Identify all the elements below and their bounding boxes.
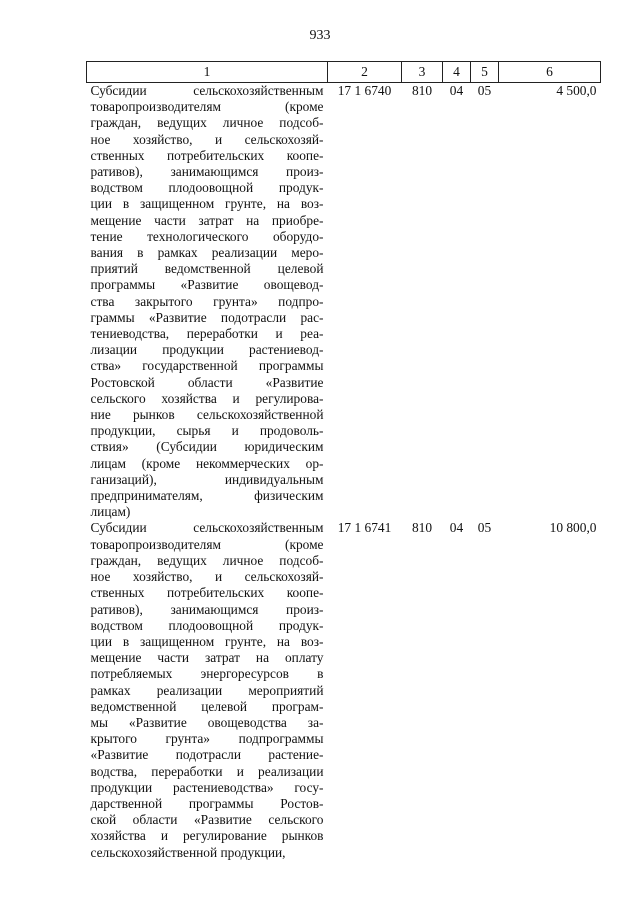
description-line: граммы «Развитие подотрасли рас- bbox=[90, 309, 324, 325]
row-pr: 05 bbox=[477, 83, 492, 98]
page-number: 933 bbox=[309, 28, 331, 43]
row-pr: 05 bbox=[477, 520, 492, 536]
header-col-2: 2 bbox=[328, 62, 402, 83]
description-line: сельского хозяйства и регулирова- bbox=[90, 390, 324, 406]
description-line: ства» государственной программы bbox=[90, 358, 324, 374]
row-rz: 04 bbox=[449, 520, 464, 536]
header-col-4: 4 bbox=[443, 62, 471, 83]
description-line: лизации продукции растениевод- bbox=[90, 342, 324, 358]
row-vr: 810 bbox=[411, 520, 433, 536]
description-line: ганизаций), индивидуальным bbox=[90, 471, 324, 487]
description-line: Субсидии сельскохозяйственным bbox=[90, 520, 324, 536]
description-line: ции в защищенном грунте, на воз- bbox=[90, 196, 324, 212]
description-line: продукции растениеводства» госу- bbox=[90, 779, 324, 795]
header-col-5: 5 bbox=[471, 62, 499, 83]
description-line: сельскохозяйственной продукции, bbox=[90, 844, 286, 860]
table-row bbox=[87, 83, 601, 521]
description-line: ственных потребительских коопе- bbox=[90, 585, 324, 601]
description-line: тение технологического оборудо- bbox=[90, 228, 324, 244]
description-line: ративов), занимающимся произ- bbox=[90, 601, 324, 617]
row-amount: 4 500,0 bbox=[556, 83, 597, 98]
description-line: мещение части затрат на оплату bbox=[90, 650, 324, 666]
description-line: крытого грунта» подпрограммы bbox=[90, 731, 324, 747]
row-amount: 10 800,0 bbox=[549, 520, 597, 536]
row-code: 17 1 6740 bbox=[337, 83, 392, 98]
description-line: предпринимателям, физическим bbox=[90, 488, 324, 504]
description-line: ние рынков сельскохозяйственной bbox=[90, 407, 324, 423]
description-line: лицам) bbox=[90, 504, 131, 520]
description-line: ствия» (Субсидии юридическим bbox=[90, 439, 324, 455]
row-vr: 810 bbox=[411, 83, 433, 98]
description-line: приятий ведомственной целевой bbox=[90, 261, 324, 277]
description-line: дарственной программы Ростов- bbox=[90, 795, 324, 811]
description-line: водства, переработки и реализации bbox=[90, 763, 324, 779]
header-col-3: 3 bbox=[402, 62, 443, 83]
description-line: граждан, ведущих личное подсоб- bbox=[90, 115, 324, 131]
description-line: ративов), занимающимся произ- bbox=[90, 164, 324, 180]
header-row bbox=[87, 62, 601, 83]
row-description bbox=[87, 83, 328, 521]
description-line: ное хозяйство, и сельскохозяй- bbox=[90, 569, 324, 585]
header-col-1: 1 bbox=[87, 62, 328, 83]
description-line: ное хозяйство, и сельскохозяй- bbox=[90, 131, 324, 147]
description-line: товаропроизводителям (кроме bbox=[90, 536, 324, 552]
description-line: водством плодоовощной продук- bbox=[90, 180, 324, 196]
description-line: ственных потребительских коопе- bbox=[90, 147, 324, 163]
description-line: продукции, сырья и продоволь- bbox=[90, 423, 324, 439]
row-rz: 04 bbox=[449, 83, 464, 98]
description-line: ства закрытого грунта» подпро- bbox=[90, 293, 324, 309]
description-line: товаропроизводителям (кроме bbox=[90, 99, 324, 115]
description-line: граждан, ведущих личное подсоб- bbox=[90, 552, 324, 568]
description-line: «Развитие подотрасли растение- bbox=[90, 747, 324, 763]
description-line: ции в защищенном грунте, на воз- bbox=[90, 633, 324, 649]
description-line: тениеводства, переработки и реа- bbox=[90, 326, 324, 342]
description-line: рамках реализации мероприятий bbox=[90, 682, 324, 698]
description-line: водством плодоовощной продук- bbox=[90, 617, 324, 633]
description-line: мещение части затрат на приобре- bbox=[90, 212, 324, 228]
header-col-6: 6 bbox=[499, 62, 601, 83]
description-line: ведомственной целевой програм- bbox=[90, 698, 324, 714]
row-code: 17 1 6741 bbox=[337, 520, 392, 536]
description-line: Ростовской области «Развитие bbox=[90, 374, 324, 390]
description-line: потребляемых энергоресурсов в bbox=[90, 666, 324, 682]
description-line: Субсидии сельскохозяйственным bbox=[90, 83, 324, 98]
description-line: хозяйства и регулирование рынков bbox=[90, 828, 324, 844]
description-line: лицам (кроме некоммерческих ор- bbox=[90, 455, 324, 471]
row-description bbox=[87, 520, 328, 860]
budget-table bbox=[86, 61, 601, 861]
description-line: программы «Развитие овощевод- bbox=[90, 277, 324, 293]
description-line: ской области «Развитие сельского bbox=[90, 812, 324, 828]
table-row bbox=[87, 520, 601, 860]
description-line: мы «Развитие овощеводства за- bbox=[90, 714, 324, 730]
description-line: вания в рамках реализации меро- bbox=[90, 245, 324, 261]
